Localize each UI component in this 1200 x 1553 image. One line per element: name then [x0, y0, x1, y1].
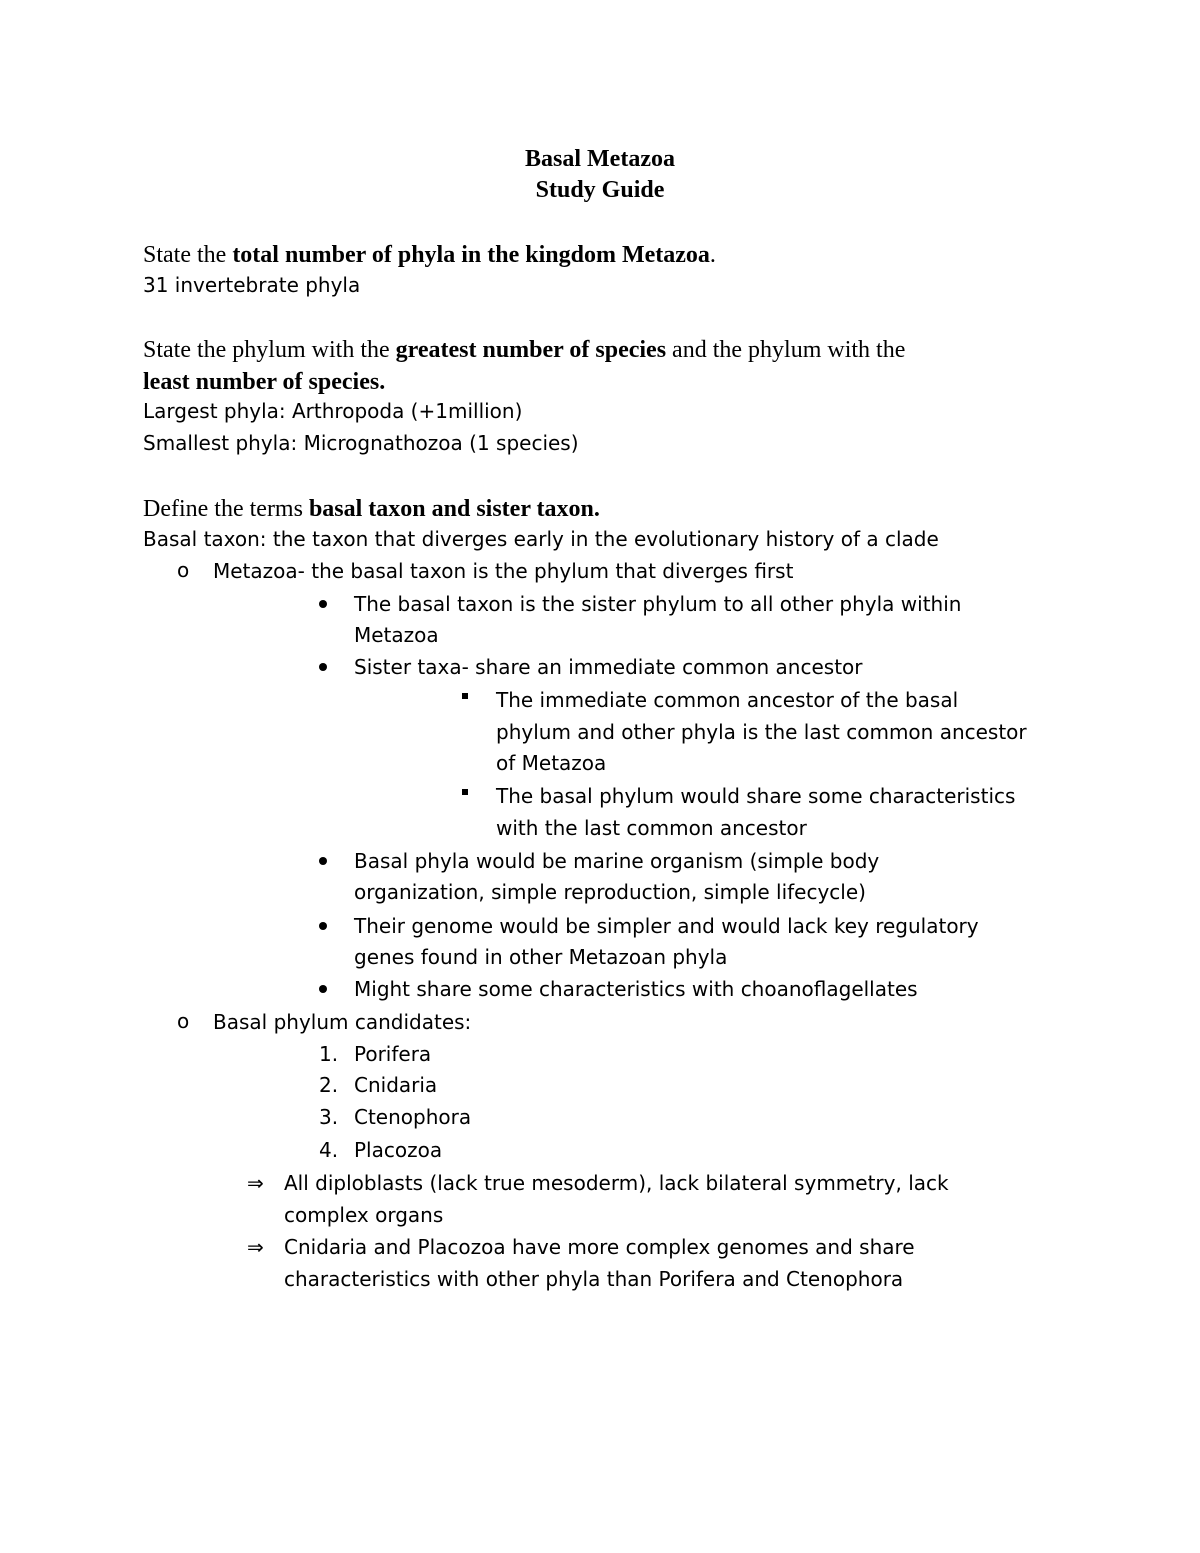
arrow-diploblasts-line-1: All diploblasts (lack true mesoderm), lack bilateral symmetry, lack — [284, 1171, 949, 1195]
answer-2-largest: Largest phyla: Arthropoda (+1million) — [143, 399, 523, 423]
question-2-text-end: and the phylum with the — [666, 337, 906, 363]
question-1 — [143, 239, 716, 271]
question-1-end: . — [709, 242, 716, 268]
answer-3-definition: Basal taxon: the taxon that diverges early in the evolutionary history of a clade — [143, 527, 939, 551]
arrow-genomes-line-2: characteristics with other phyla than Porifera and Ctenophora — [284, 1267, 904, 1291]
outline-item-candidates: Basal phylum candidates: — [213, 1010, 472, 1034]
candidate-cnidaria: Cnidaria — [354, 1073, 438, 1097]
bullet-dot-icon — [319, 663, 327, 671]
answer-1: 31 invertebrate phyla — [143, 273, 361, 297]
document-title: Basal Metazoa — [525, 146, 675, 172]
candidate-placozoa: Placozoa — [354, 1138, 443, 1162]
question-2-bold-2: least number of species. — [143, 369, 386, 395]
circle-bullet-icon: o — [177, 1009, 190, 1033]
candidate-number: 3. — [319, 1105, 339, 1129]
double-arrow-icon: ⇒ — [247, 1235, 264, 1259]
question-3-text: Define the terms — [143, 496, 309, 522]
question-2-text: State the phylum with the — [143, 337, 396, 363]
subbullet-characteristics-line-2: with the last common ancestor — [496, 816, 807, 840]
question-2-line-1 — [143, 334, 905, 366]
subbullet-ancestor-line-2: phylum and other phyla is the last common ancestor — [496, 720, 1027, 744]
candidate-number: 1. — [319, 1042, 339, 1066]
bullet-marine-line-2: organization, simple reproduction, simple lifecycle) — [354, 880, 866, 904]
subbullet-ancestor-line-1: The immediate common ancestor of the basal — [496, 688, 959, 712]
bullet-marine-line-1: Basal phyla would be marine organism (simple body — [354, 849, 880, 873]
double-arrow-icon: ⇒ — [247, 1171, 264, 1195]
bullet-dot-icon — [319, 985, 327, 993]
bullet-choanoflagellates: Might share some characteristics with choanoflagellates — [354, 977, 918, 1001]
subbullet-characteristics-line-1: The basal phylum would share some characteristics — [496, 784, 1016, 808]
question-1-bold: total number of phyla in the kingdom Metazoa — [232, 242, 710, 268]
bullet-sister-phylum-line-1: The basal taxon is the sister phylum to all other phyla within — [354, 592, 962, 616]
question-3-bold: basal taxon and sister taxon. — [308, 496, 600, 522]
document-subtitle: Study Guide — [535, 177, 665, 203]
bullet-sister-taxa: Sister taxa- share an immediate common ancestor — [354, 655, 863, 679]
square-bullet-icon — [462, 789, 468, 795]
arrow-genomes-line-1: Cnidaria and Placozoa have more complex genomes and share — [284, 1235, 915, 1259]
bullet-genome-line-2: genes found in other Metazoan phyla — [354, 945, 728, 969]
candidate-number: 2. — [319, 1073, 339, 1097]
bullet-dot-icon — [319, 857, 327, 865]
bullet-genome-line-1: Their genome would be simpler and would lack key regulatory — [354, 914, 979, 938]
candidate-porifera: Porifera — [354, 1042, 432, 1066]
arrow-diploblasts-line-2: complex organs — [284, 1203, 444, 1227]
bullet-dot-icon — [319, 600, 327, 608]
candidate-number: 4. — [319, 1138, 339, 1162]
circle-bullet-icon: o — [177, 558, 190, 582]
question-2-line-2 — [143, 366, 385, 398]
square-bullet-icon — [462, 693, 468, 699]
answer-2-smallest: Smallest phyla: Micrognathozoa (1 species) — [143, 431, 579, 455]
question-1-text: State the — [143, 242, 233, 268]
subbullet-ancestor-line-3: of Metazoa — [496, 751, 607, 775]
question-3 — [143, 493, 600, 525]
outline-item-metazoa: Metazoa- the basal taxon is the phylum that diverges first — [213, 559, 794, 583]
bullet-dot-icon — [319, 922, 327, 930]
bullet-sister-phylum-line-2: Metazoa — [354, 623, 439, 647]
candidate-ctenophora: Ctenophora — [354, 1105, 472, 1129]
question-2-bold: greatest number of species — [395, 337, 667, 363]
